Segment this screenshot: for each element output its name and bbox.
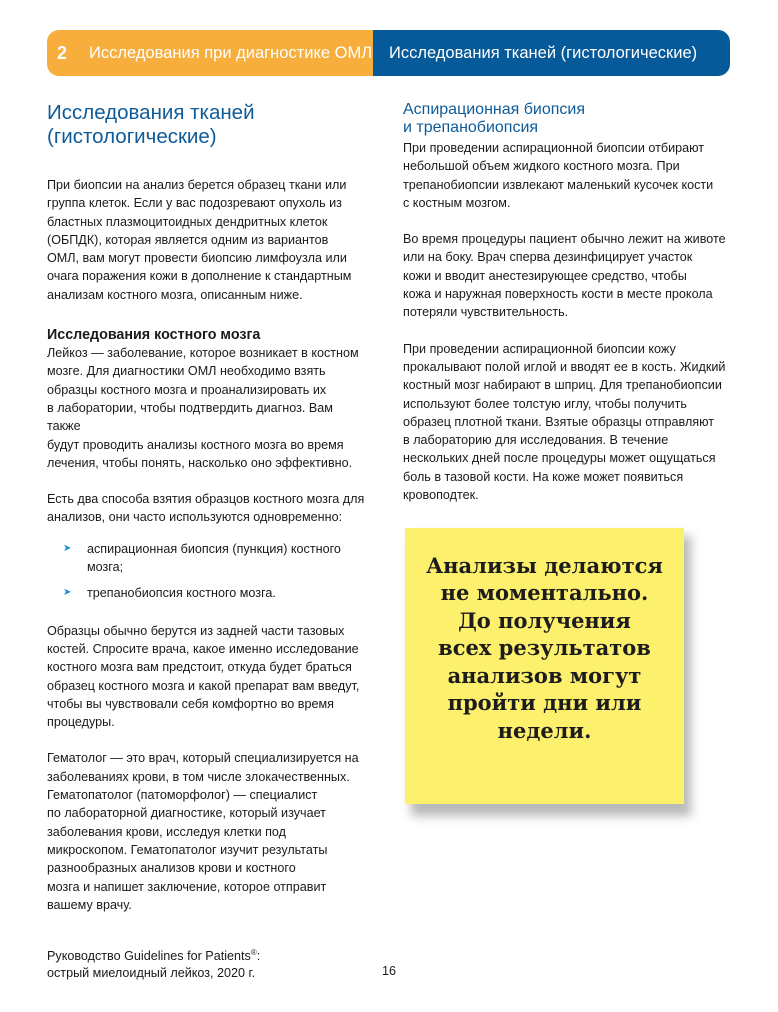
- list-item: [47, 584, 367, 602]
- chevron-right-icon: ➤: [63, 542, 72, 554]
- bone-marrow-paragraph-2: Есть два способа взятия образцов костного мозга для анализов, они часто используются одновременно:: [47, 492, 365, 525]
- footer-line-1: Руководство Guidelines for Patients: [47, 949, 251, 963]
- chapter-number: 2: [57, 42, 68, 63]
- bone-marrow-paragraph-3: Образцы обычно берутся из задней части тазовых костей. Спросите врача, какое именно исследование костного мозга вам предстоит, откуда будет браться образец костного мозга и какой препарат вам введут, чтобы вы чувствовали себя комфортно во время процедуры.: [47, 623, 360, 730]
- aspiration-heading: Аспирационная биопсия и трепанобиопсия: [403, 101, 586, 136]
- bone-marrow-paragraph-4: Гематолог — это врач, который специализируется на заболеваниях крови, в том числе злокачественных. Гематопатолог (патоморфолог) — специалист по лабораторной диагностике, который изучает заболевания крови, исследуя клетки под микроскопом. Гематопатолог изучит результаты разнообразных анализов крови и костного мозга и напишет заключение, которое отправит вашему врачу.: [47, 751, 359, 912]
- aspiration-paragraph-3: При проведении аспирационной биопсии кожу прокалывают полой иглой и вводят ее в кость. Жидкий костный мозг набирают в шприц. Для трепанобиопсии используют более толстую иглу, чтобы получить образец плотной ткани. Взятые образцы отправляют в лабораторию для исследования. В течение нескольких дней после процедуры может ощущаться боль в тазовой кости. На коже может появиться кровоподтек.: [403, 341, 726, 503]
- bone-marrow-heading: Исследования костного мозга: [47, 327, 261, 344]
- chapter-title: Исследования при диагностике ОМЛ: [89, 43, 373, 62]
- chapter-header: [47, 30, 730, 76]
- list-item: [47, 540, 367, 577]
- footer-line-2: острый миелоидный лейкоз, 2020 г.: [47, 966, 256, 980]
- page-topic: Исследования тканей (гистологические): [389, 43, 698, 62]
- aspiration-paragraph-1: При проведении аспирационной биопсии отбирают небольшой объем жидкого костного мозга. При трепанобиопсии извлекают маленький кусочек кости с костным мозгом.: [403, 141, 714, 210]
- left-column: [47, 101, 367, 914]
- aspiration-paragraph-2: Во время процедуры пациент обычно лежит на животе или на боку. Врач сперва дезинфицирует участок кожи и вводит анестезирующее средство, чтобы кожа и наружная поверхность кости в месте прокола потеряли чувствительность.: [403, 232, 726, 320]
- chevron-right-icon: ➤: [63, 587, 72, 599]
- list-item-text: аспирационная биопсия (пункция) костного мозга;: [87, 541, 341, 575]
- footer-colon: :: [256, 949, 261, 963]
- method-list: [47, 540, 367, 603]
- intro-paragraph: При биопсии на анализ берется образец ткани или группа клеток. Если у вас подозревают опухоль из бластных плазмоцитоидных дендритных клеток (ОБПДК), которая является одним из вариантов ОМЛ, вам могут провести биопсию лимфоузла или очага поражения кожи в дополнение к стандартным анализам костного мозга, описанным ниже.: [47, 178, 352, 302]
- page-topic-bar: [373, 30, 730, 76]
- chapter-tab: [47, 30, 373, 76]
- bone-marrow-paragraph-1: Лейкоз — заболевание, которое возникает в костном мозге. Для диагностики ОМЛ необходимо взять образцы костного мозга и проанализировать их в лаборатории, чтобы подтвердить диагноз. Вам также будут проводить анализы костного мозга во время лечения, чтобы понять, насколько оно эффективно.: [47, 346, 359, 470]
- page-number: 16: [382, 964, 397, 978]
- sticky-note: [405, 528, 684, 804]
- list-item-text: трепанобиопсия костного мозга.: [87, 586, 276, 601]
- right-column: [403, 101, 733, 504]
- registered-mark: ®: [250, 947, 257, 957]
- page-title: Исследования тканей (гистологические): [47, 101, 255, 148]
- sticky-note-text: Анализы делаются не моментально. До получения всех результатов анализов могут пройти дни или недели.: [426, 552, 663, 743]
- footer-guide-title: [47, 948, 260, 982]
